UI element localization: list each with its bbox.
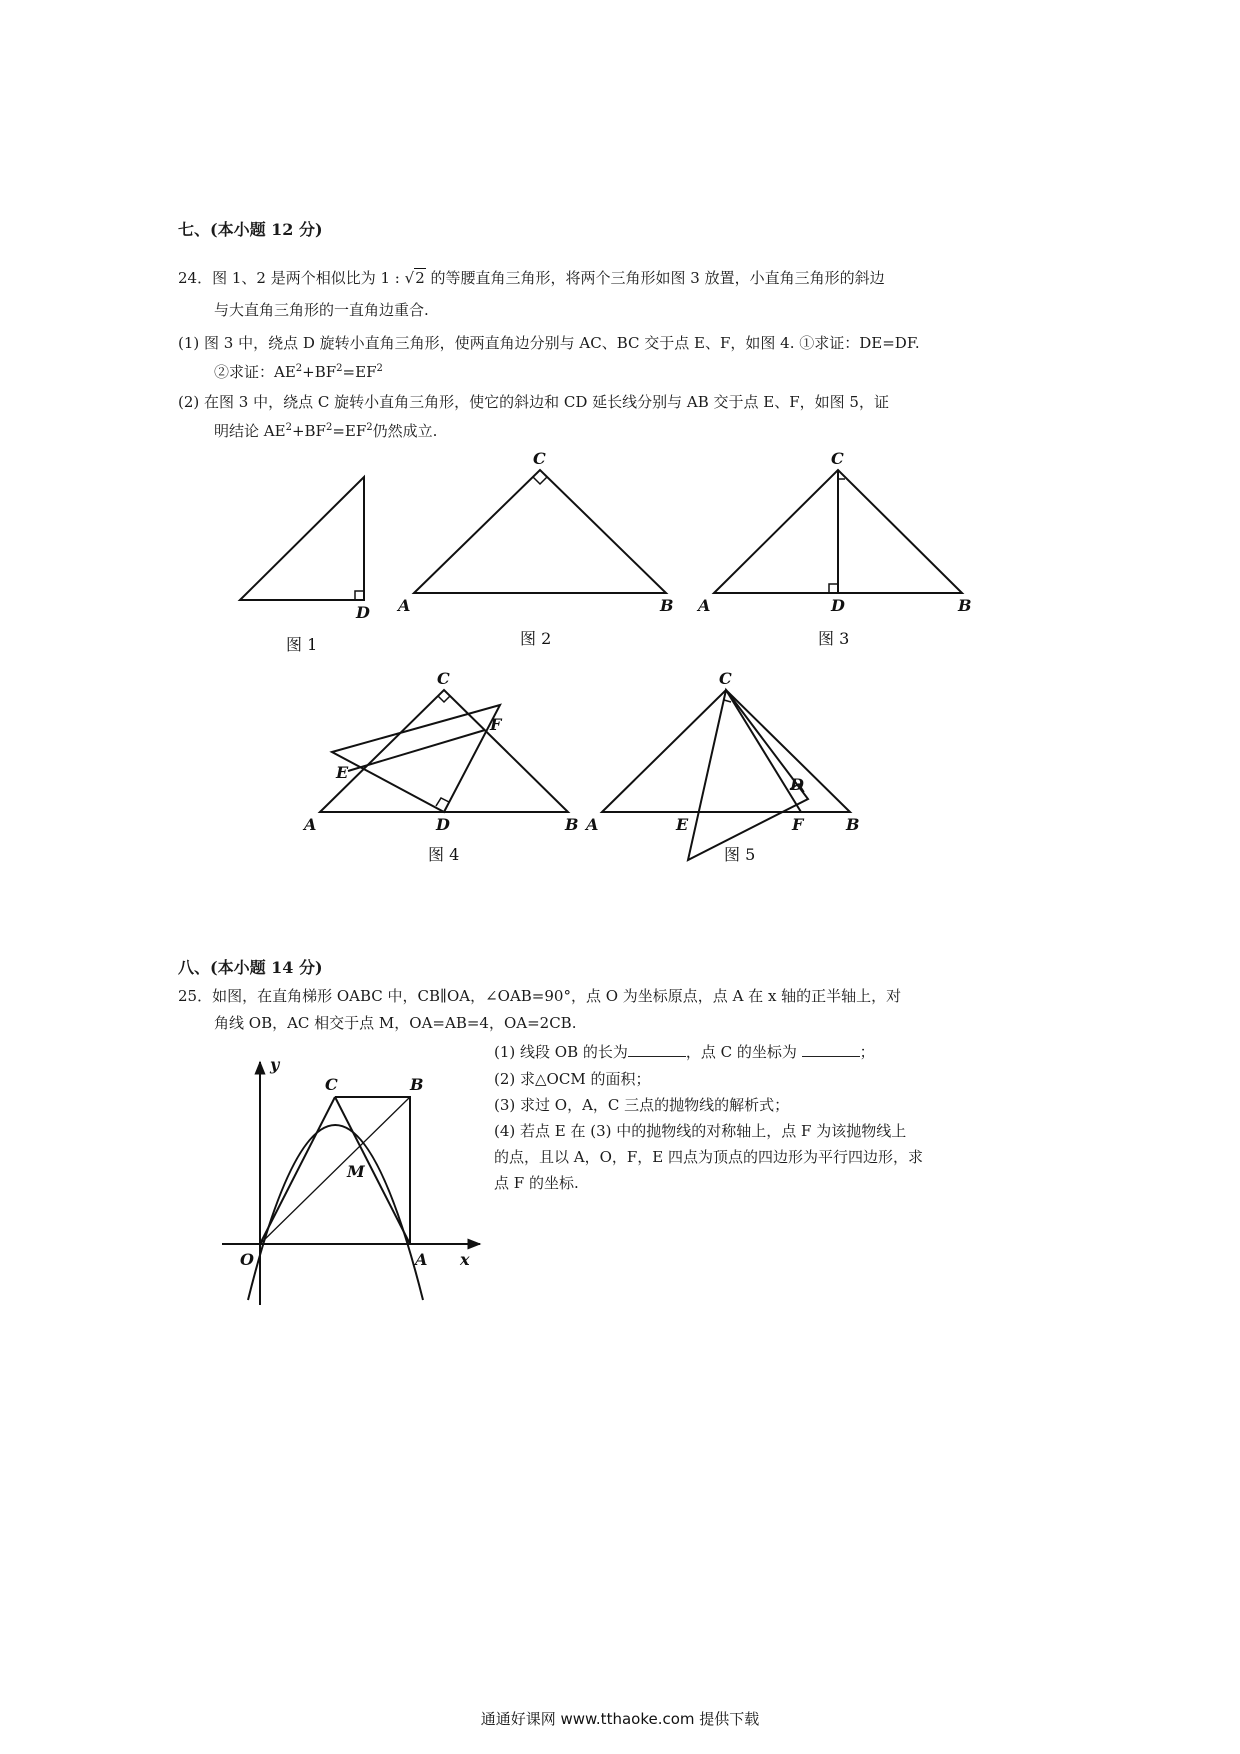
fig5-label-b: B bbox=[846, 815, 860, 834]
p2-text-a: 明结论 AE bbox=[214, 422, 286, 440]
graph-label-x: x bbox=[460, 1250, 470, 1269]
fig2-label-c: C bbox=[533, 449, 546, 468]
fig4-label-b: B bbox=[565, 815, 579, 834]
fig5-label-f: F bbox=[792, 815, 804, 834]
caption-fig2: 图 2 bbox=[520, 629, 552, 648]
fig3-label-a: A bbox=[698, 596, 711, 615]
fig3-label-d: D bbox=[831, 596, 845, 615]
fig2-label-b: B bbox=[660, 596, 674, 615]
fig3-label-b: B bbox=[958, 596, 972, 615]
sup-2: 2 bbox=[285, 422, 292, 433]
q25-line1: 25．如图，在直角梯形 OABC 中，CB∥OA，∠OAB=90°，点 O 为坐标原点，点 A 在 x 轴的正半轴上，对 bbox=[178, 987, 902, 1005]
sup-2: 2 bbox=[366, 422, 373, 433]
section8-heading: 八、(本小题 14 分) bbox=[178, 958, 323, 977]
fig4-label-a: A bbox=[304, 815, 317, 834]
sub1-text-a: (1) 线段 OB 的长为 bbox=[494, 1043, 628, 1061]
sub4-line2: 的点，且以 A，O，F，E 四点为顶点的四边形为平行四边形，求 bbox=[494, 1148, 924, 1166]
fig1-label-d: D bbox=[356, 603, 370, 622]
sub1-text-b: ，点 C 的坐标为 bbox=[685, 1043, 797, 1061]
fig4-label-e: E bbox=[336, 763, 349, 782]
p2-text-b: +BF bbox=[291, 422, 326, 440]
fig3-label-c: C bbox=[831, 449, 844, 468]
p1-text-c: =EF bbox=[342, 363, 377, 381]
caption-fig1: 图 1 bbox=[286, 635, 318, 654]
fig5-label-e: E bbox=[676, 815, 689, 834]
graph-label-a: A bbox=[415, 1250, 428, 1269]
p1-text-a: ②求证：AE bbox=[214, 363, 296, 381]
p1-text-b: +BF bbox=[302, 363, 337, 381]
graph-label-m: M bbox=[347, 1162, 365, 1181]
fig5-label-d: D bbox=[790, 775, 804, 794]
p2-text-c: =EF bbox=[332, 422, 367, 440]
graph-label-b: B bbox=[410, 1075, 424, 1094]
fig4-label-c: C bbox=[437, 669, 450, 688]
fig2-label-a: A bbox=[398, 596, 411, 615]
footer-credit: 通通好课网 www.tthaoke.com 提供下载 bbox=[480, 1710, 760, 1728]
fig5-label-c: C bbox=[719, 669, 732, 688]
q25-line2: 角线 OB，AC 相交于点 M，OA=AB=4，OA=2CB. bbox=[214, 1014, 577, 1032]
diagonal-ob bbox=[260, 1097, 410, 1244]
graph-label-y: y bbox=[270, 1055, 280, 1074]
sub4-line1: (4) 若点 E 在 (3) 中的抛物线的对称轴上，点 F 为该抛物线上 bbox=[494, 1122, 907, 1140]
caption-fig3: 图 3 bbox=[818, 629, 850, 648]
caption-fig5: 图 5 bbox=[724, 845, 756, 864]
sub2: (2) 求△OCM 的面积； bbox=[494, 1070, 651, 1088]
fig4-label-d: D bbox=[436, 815, 450, 834]
p2-line1: (2) 在图 3 中，绕点 C 旋转小直角三角形，使它的斜边和 CD 延长线分别与 AB 交于点 E、F，如图 5，证 bbox=[178, 393, 889, 411]
q24-suffix: 的等腰直角三角形，将两个三角形如图 3 放置，小直角三角形的斜边 bbox=[430, 269, 885, 287]
q24-prefix: 24．图 1、2 是两个相似比为 1 : bbox=[178, 269, 400, 287]
sqrt-value: 2 bbox=[415, 269, 425, 287]
caption-fig4: 图 4 bbox=[428, 845, 460, 864]
p2-text-d: 仍然成立. bbox=[372, 422, 438, 440]
graph-label-o: O bbox=[240, 1250, 254, 1269]
sub3: (3) 求过 O，A，C 三点的抛物线的解析式； bbox=[494, 1096, 790, 1114]
q24-line2: 与大直角三角形的一直角边重合. bbox=[214, 301, 429, 319]
sup-2: 2 bbox=[336, 363, 343, 374]
sub1-text-c: ； bbox=[859, 1043, 875, 1061]
sup-2: 2 bbox=[325, 422, 333, 433]
graph-label-c: C bbox=[325, 1075, 338, 1094]
sqrt-symbol: √2 bbox=[404, 269, 425, 287]
sup-2: 2 bbox=[376, 363, 383, 374]
fig5-label-a: A bbox=[586, 815, 599, 834]
sup-2: 2 bbox=[295, 363, 303, 374]
section7-heading: 七、(本小题 12 分) bbox=[178, 220, 323, 239]
sub4-line3: 点 F 的坐标. bbox=[494, 1174, 579, 1192]
p1-line1: (1) 图 3 中，绕点 D 旋转小直角三角形，使两直角边分别与 AC、BC 交于点 E、F，如图 4. ①求证：DE=DF. bbox=[178, 334, 920, 352]
fig4-label-f: F bbox=[490, 715, 502, 734]
parabola bbox=[248, 1125, 423, 1300]
